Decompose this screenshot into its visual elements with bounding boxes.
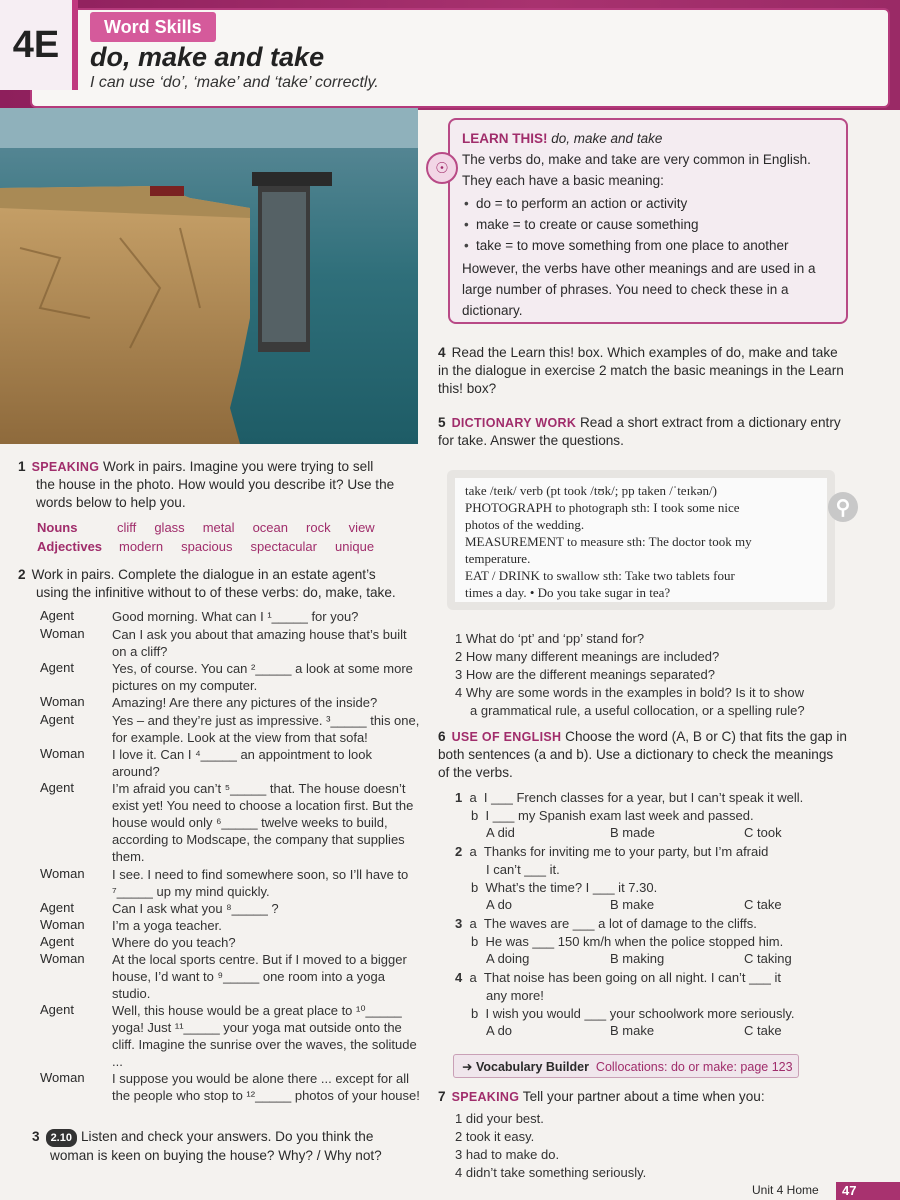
- ex7-item: 3 had to make do.: [455, 1147, 560, 1162]
- exercise-6-text: Choose the word (A, B or C) that fits the gap in both sentences (a and b). Use a dictionary to check the meanings of the verbs.: [438, 729, 847, 780]
- dialogue-line: I see. I need to find somewhere soon, so I’ll have to ⁷_____ up my mind quickly.: [112, 867, 409, 899]
- speaker: Agent: [40, 712, 74, 727]
- option-a: A doing: [486, 951, 530, 966]
- item-b: I ___ my Spanish exam last week and passed.: [485, 808, 754, 823]
- dialogue-line: Can I ask what you ⁸_____ ?: [112, 901, 279, 916]
- option-c: C take: [744, 897, 782, 912]
- adjectives-label: Adjectives: [37, 539, 103, 554]
- exercise-5-text: Read a short extract from a dictionary entry for take. Answer the questions.: [438, 415, 841, 448]
- exercise-number: 5: [438, 415, 446, 430]
- exercise-3-text: woman is keen on buying the house? Why? / Why not?: [50, 1148, 382, 1163]
- question-item: 3 How are the different meanings separated?: [455, 667, 715, 682]
- speaker: Woman: [40, 746, 85, 761]
- question-item: 2 How many different meanings are included?: [455, 649, 720, 664]
- speaker: Woman: [40, 917, 85, 932]
- dialogue-line: I love it. Can I ⁴_____ an appointment to look around?: [112, 747, 372, 779]
- learn-this-bullet: • make = to create or cause something: [476, 214, 836, 235]
- exercise-4: [438, 344, 848, 398]
- dialogue-line: Yes, of course. You can ²_____ a look at some more pictures on my computer.: [112, 661, 413, 693]
- double-arrow-icon: ➜: [462, 1060, 473, 1074]
- item-b: I wish you would ___ your schoolwork more seriously.: [485, 1006, 795, 1021]
- item-number: 3: [455, 916, 463, 931]
- dict-line: take /teɪk/ verb (pt took /tʊk/; pp taken /ˈteɪkən/): [465, 483, 717, 498]
- exercise-1-text: Work in pairs. Imagine you were trying to sell: [103, 459, 374, 474]
- adjectives-list: modern spacious spectacular unique: [119, 539, 375, 554]
- item-a: Thanks for inviting me to your party, but I’m afraid: [483, 844, 769, 859]
- exercise-number: 2: [18, 567, 26, 582]
- item-a-cont: I can’t ___ it.: [486, 862, 560, 877]
- learn-this-heading: LEARN THIS!: [462, 131, 548, 146]
- speaker: Woman: [40, 1070, 85, 1085]
- exercise-number: 4: [438, 345, 446, 360]
- exercise-1: [18, 458, 424, 512]
- learn-this-list: [462, 193, 836, 256]
- option-b: B making: [610, 951, 665, 966]
- vocab-text: Collocations: do or make: page 123: [595, 1060, 793, 1074]
- learn-this-outro: However, the verbs have other meanings and are used in a large number of phrases. You need to check these in a dictionary.: [462, 261, 816, 318]
- item-a-cont: any more!: [486, 988, 544, 1003]
- question-item: 1 What do ‘pt’ and ‘pp’ stand for?: [455, 631, 645, 646]
- option-c: C taking: [744, 951, 792, 966]
- dialogue-line: At the local sports centre. But if I moved to a bigger house, I’d want to ⁹_____ one room into a yoga studio.: [112, 952, 407, 1001]
- option-b: B make: [610, 897, 655, 912]
- footer-unit: Unit 4 Home: [752, 1183, 819, 1197]
- exercise-number: 6: [438, 729, 446, 744]
- lesson-subtitle: I can use ‘do’, ‘make’ and ‘take’ correctly.: [90, 74, 379, 91]
- exercise-tag: USE OF ENGLISH: [451, 730, 562, 744]
- option-a: A do: [486, 1023, 513, 1038]
- ex7-item: 2 took it easy.: [455, 1129, 535, 1144]
- exercise-2-text: using the infinitive without to of these verbs: do, make, take.: [36, 585, 396, 600]
- option-b: B made: [610, 825, 655, 840]
- speaker: Woman: [40, 866, 85, 881]
- exercise-number: 1: [18, 459, 26, 474]
- learn-this-bullet: • take = to move something from one place to another: [476, 235, 836, 256]
- dialogue-line: Where do you teach?: [112, 935, 236, 950]
- exercise-tag: SPEAKING: [451, 1090, 520, 1104]
- dialogue-line: Well, this house would be a great place to ¹⁰_____ yoga! Just ¹¹_____ your yoga mat outside onto the cliff. Imagine the sunrise over the waves, the solitude ...: [112, 1003, 417, 1069]
- exercise-3-text: Listen and check your answers. Do you think the: [80, 1129, 374, 1144]
- speaker: Woman: [40, 951, 85, 966]
- item-a: That noise has been going on all night. I can’t ___ it: [483, 970, 781, 985]
- item-a: I ___ French classes for a year, but I can’t speak it well.: [483, 790, 804, 805]
- exercise-number: 3: [32, 1129, 40, 1144]
- speaker: Agent: [40, 608, 74, 623]
- nouns-list: cliff glass metal ocean rock view: [117, 520, 375, 535]
- dict-line: MEASUREMENT to measure sth: The doctor took my: [465, 534, 752, 549]
- ex7-item: 1 did your best.: [455, 1111, 544, 1126]
- item-number: 2: [455, 844, 463, 859]
- exercise-1-text: words below to help you.: [36, 495, 186, 510]
- exercise-1-text: the house in the photo. How would you describe it? Use the: [36, 477, 395, 492]
- exercise-2: [18, 566, 424, 602]
- nouns-label: Nouns: [37, 520, 78, 535]
- exercise-2-text: Work in pairs. Complete the dialogue in an estate agent’s: [31, 567, 376, 582]
- question-item: a grammatical rule, a useful collocation, or a spelling rule?: [470, 703, 805, 718]
- speaker: Agent: [40, 660, 74, 675]
- learn-this-intro: The verbs do, make and take are very common in English. They each have a basic meaning:: [462, 152, 811, 188]
- ex7-item: 4 didn’t take something seriously.: [455, 1165, 647, 1180]
- option-c: C took: [744, 825, 782, 840]
- exercise-6: [438, 728, 848, 782]
- exercise-7: [438, 1088, 848, 1106]
- dialogue-line: Good morning. What can I ¹_____ for you?: [112, 609, 359, 624]
- speaker: Agent: [40, 900, 74, 915]
- speaker: Woman: [40, 626, 85, 641]
- option-c: C take: [744, 1023, 782, 1038]
- item-b: He was ___ 150 km/h when the police stopped him.: [485, 934, 784, 949]
- dict-line: photos of the wedding.: [465, 517, 585, 532]
- dict-line: times a day. • Do you take sugar in tea?: [465, 585, 671, 600]
- dict-line: EAT / DRINK to swallow sth: Take two tablets four: [465, 568, 735, 583]
- exercise-number: 7: [438, 1089, 446, 1104]
- option-a: A did: [486, 825, 515, 840]
- dict-line: temperature.: [465, 551, 531, 566]
- cliff-house-photo: [0, 108, 418, 444]
- speaker: Agent: [40, 780, 74, 795]
- lightbulb-icon: ☉: [426, 152, 458, 184]
- question-item: 4 Why are some words in the examples in bold? Is it to show: [455, 685, 804, 700]
- audio-track-icon[interactable]: 2.10: [46, 1129, 77, 1147]
- learn-this-bullet: • do = to perform an action or activity: [476, 193, 836, 214]
- learn-this-box: [448, 118, 848, 324]
- skill-tab: Word Skills: [90, 12, 216, 42]
- dialogue-line: Can I ask you about that amazing house that’s built on a cliff?: [112, 627, 407, 659]
- learn-this-heading-rest: do, make and take: [551, 131, 663, 146]
- speaker: Agent: [40, 934, 74, 949]
- speaker: Agent: [40, 1002, 74, 1017]
- dialogue-line: I’m a yoga teacher.: [112, 918, 222, 933]
- exercise-tag: SPEAKING: [31, 460, 100, 474]
- exercise-tag: DICTIONARY WORK: [451, 416, 577, 430]
- magnifier-icon: ⚲: [828, 492, 858, 522]
- speaker: Woman: [40, 694, 85, 709]
- vocab-label: Vocabulary Builder: [475, 1060, 589, 1074]
- dialogue-line: Amazing! Are there any pictures of the inside?: [112, 695, 378, 710]
- dialogue-line: I’m afraid you can’t ⁵_____ that. The house doesn’t exist yet! You need to choose a location first. But the house would only ⁶_____ twelve weeks to build, according to Modscape, the company that supplies them.: [112, 781, 414, 864]
- vocabulary-builder-link[interactable]: [453, 1054, 799, 1078]
- option-a: A do: [486, 897, 513, 912]
- exercise-7-text: Tell your partner about a time when you:: [522, 1089, 765, 1104]
- dict-line: PHOTOGRAPH to photograph sth: I took some nice: [465, 500, 740, 515]
- item-b: What’s the time? I ___ it 7.30.: [485, 880, 658, 895]
- exercise-3: [32, 1128, 432, 1165]
- item-number: 4: [455, 970, 463, 985]
- dialogue-line: Yes – and they’re just as impressive. ³_____ this one, for example. Look at the view from that sofa!: [112, 713, 420, 745]
- exercise-5: [438, 414, 848, 450]
- item-number: 1: [455, 790, 463, 805]
- dialogue-line: I suppose you would be alone there ... except for all the people who stop to ¹²_____ photos of your house!: [112, 1071, 420, 1103]
- exercise-4-text: Read the Learn this! box. Which examples of do, make and take in the dialogue in exercise 2 match the basic meanings in the Learn this! box?: [438, 345, 844, 396]
- page-number: 47: [836, 1182, 900, 1200]
- lesson-title: do, make and take: [90, 42, 325, 72]
- option-b: B make: [610, 1023, 655, 1038]
- unit-code: 4E: [0, 0, 78, 90]
- dictionary-extract: [447, 470, 835, 610]
- item-a: The waves are ___ a lot of damage to the cliffs.: [483, 916, 757, 931]
